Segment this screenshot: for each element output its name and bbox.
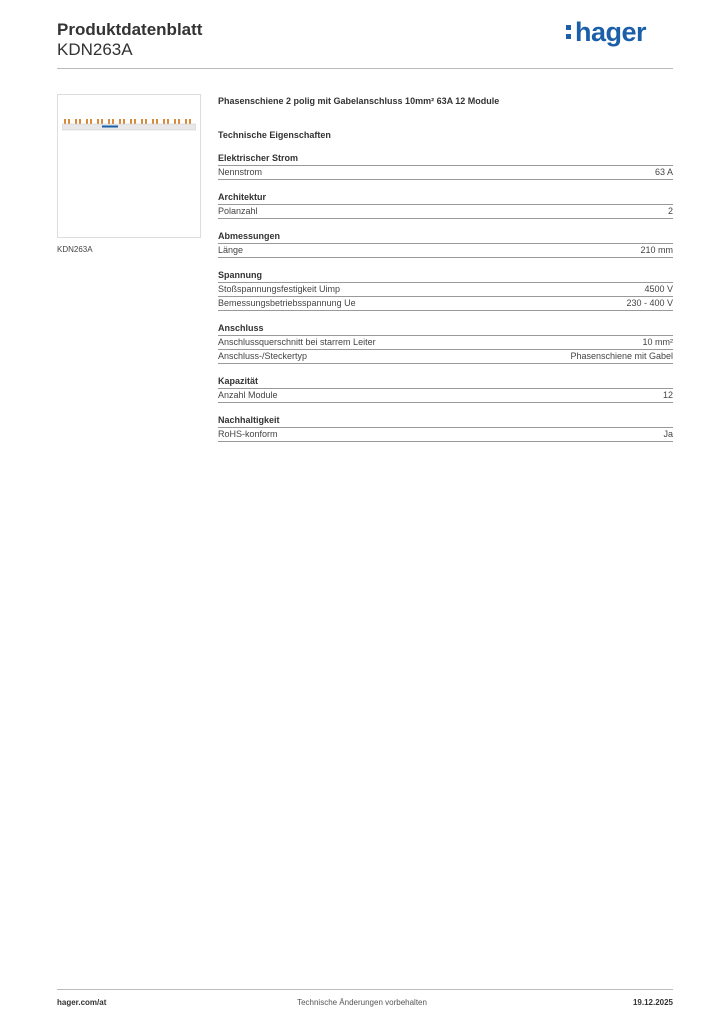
footer-divider <box>57 989 673 990</box>
spec-group-title: Anschluss <box>218 323 673 336</box>
product-image <box>57 94 201 238</box>
spec-label: Anschlussquerschnitt bei starrem Leiter <box>218 337 376 347</box>
article-number: KDN263A <box>57 40 133 59</box>
spec-group-title: Nachhaltigkeit <box>218 415 673 428</box>
spec-value: Ja <box>663 429 673 439</box>
spec-row <box>218 428 673 442</box>
spec-row <box>218 283 673 297</box>
spec-group <box>218 153 673 180</box>
busbar-image-icon <box>62 119 196 131</box>
spec-group <box>218 323 673 364</box>
product-caption: KDN263A <box>57 245 93 254</box>
spec-value: 4500 V <box>644 284 673 294</box>
spec-group <box>218 231 673 258</box>
spec-group-title: Architektur <box>218 192 673 205</box>
spec-value: 10 mm² <box>642 337 673 347</box>
spec-group-title: Abmessungen <box>218 231 673 244</box>
spec-value: 2 <box>667 206 673 216</box>
footer-website: hager.com/at <box>57 998 107 1007</box>
spec-group-title: Spannung <box>218 270 673 283</box>
spec-row <box>218 336 673 350</box>
spec-value: Phasenschiene mit Gabel <box>570 351 673 361</box>
spec-label: Stoßspannungsfestigkeit Uimp <box>218 284 341 294</box>
spec-label: RoHS-konform <box>218 429 278 439</box>
spec-label: Länge <box>218 245 244 255</box>
spec-value: 210 mm <box>640 245 673 255</box>
product-name: Phasenschiene 2 polig mit Gabelanschluss 10mm² 63A 12 Module <box>218 96 500 106</box>
spec-column <box>218 96 673 442</box>
spec-label: Nennstrom <box>218 167 263 177</box>
spec-value: 63 A <box>654 167 673 177</box>
spec-row <box>218 389 673 403</box>
spec-label: Polanzahl <box>218 206 258 216</box>
spec-row <box>218 205 673 219</box>
spec-group-title: Elektrischer Strom <box>218 153 673 166</box>
spec-row <box>218 297 673 311</box>
hager-logo <box>566 17 646 48</box>
spec-row <box>218 350 673 364</box>
logo-text: hager <box>575 17 647 47</box>
spec-value: 12 <box>662 390 673 400</box>
spec-group <box>218 270 673 311</box>
footer-date: 19.12.2025 <box>632 998 673 1007</box>
spec-row <box>218 166 673 180</box>
spec-group-title: Kapazität <box>218 376 673 389</box>
spec-label: Bemessungsbetriebsspannung Ue <box>218 298 356 308</box>
logo-dots-icon <box>566 25 573 39</box>
spec-value: 230 - 400 V <box>626 298 673 308</box>
footer-note: Technische Änderungen vorbehalten <box>297 998 427 1007</box>
spec-group <box>218 376 673 403</box>
header-divider <box>57 68 673 69</box>
document-title: Produktdatenblatt <box>57 20 203 39</box>
spec-label: Anzahl Module <box>218 390 278 400</box>
spec-group <box>218 192 673 219</box>
spec-group <box>218 415 673 442</box>
spec-row <box>218 244 673 258</box>
spec-heading: Technische Eigenschaften <box>218 130 331 140</box>
spec-label: Anschluss-/Steckertyp <box>218 351 308 361</box>
